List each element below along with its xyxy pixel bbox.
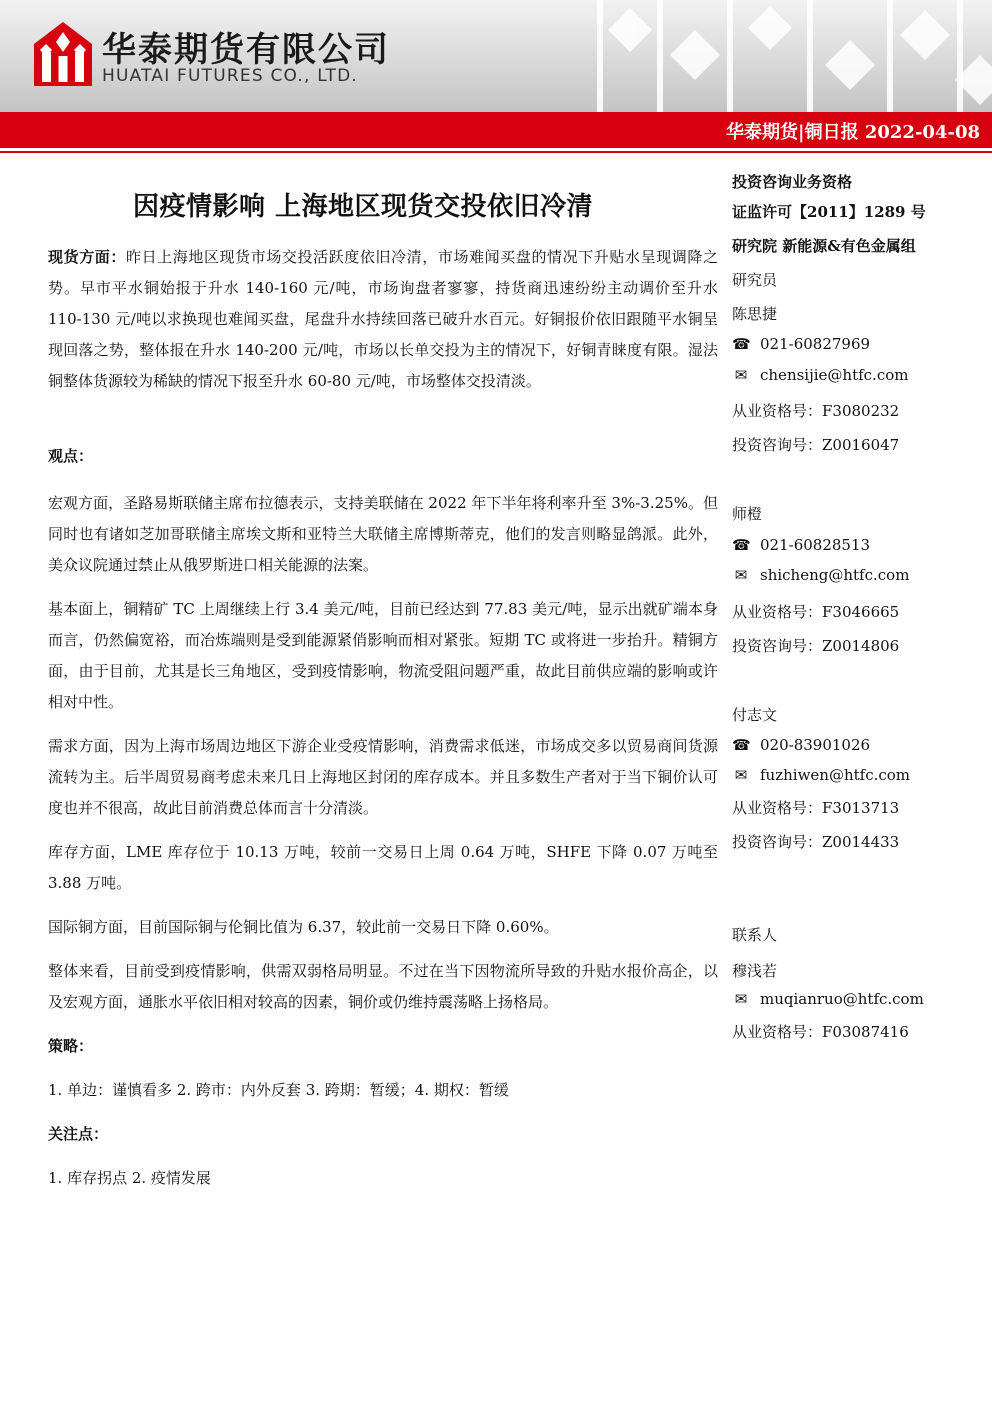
consult-number: 投资咨询号：Z0014806 (732, 637, 900, 655)
researcher-phone: ☎ 021-60827969 (732, 335, 871, 353)
researcher-name: 师橙 (732, 505, 763, 523)
contact-practice-number: 从业资格号：F03087416 (732, 1023, 909, 1041)
view-heading: 观点： (48, 447, 94, 465)
fundamental-paragraph: 基本面上，铜精矿 TC 上周继续上行 3.4 美元/吨，目前已经达到 77.83 美元/吨，显示出就矿端本身而言，仍然偏宽裕，而冶炼端则是受到能源紧俏影响而相对紧张。短期 TC 或将进一步抬升。精铜方面，由于目前，尤其是长三角地区，受到疫情影响，物流受阻问题严重，故此目前供应端的影响或许相对中性。 (48, 600, 718, 711)
inventory-paragraph: 库存方面，LME 库存位于 10.13 万吨，较前一交易日上周 0.64 万吨，SHFE 下降 0.07 万吨至 3.88 万吨。 (48, 843, 718, 892)
spot-paragraph (48, 242, 718, 397)
institute-group: 研究院 新能源&有色金属组 (732, 237, 916, 255)
contact-label: 联系人 (732, 926, 778, 944)
practice-number: 从业资格号：F3046665 (732, 603, 900, 621)
macro-paragraph: 宏观方面，圣路易斯联储主席布拉德表示，支持美联储在 2022 年下半年将利率升至 3%-3.25%。但同时也有诸如芝加哥联储主席埃文斯和亚特兰大联储主席博斯蒂克，他们的发言则略显鸽派。此外，美众议院通过禁止从俄罗斯进口相关能源的法案。 (48, 494, 718, 574)
researcher-email[interactable]: ✉ chensijie@htfc.com (732, 366, 908, 384)
phone-icon: ☎ (732, 335, 751, 353)
header-divider (0, 151, 992, 153)
envelope-icon: ✉ (734, 990, 748, 1008)
report-header (0, 0, 992, 112)
intl-copper-paragraph: 国际铜方面，目前国际铜与伦铜比值为 6.37，较此前一交易日下降 0.60%。 (48, 918, 559, 936)
researcher-name: 付志文 (732, 706, 778, 724)
consult-number: 投资咨询号：Z0016047 (732, 436, 900, 454)
researcher-email[interactable]: ✉ fuzhiwen@htfc.com (732, 766, 910, 784)
phone-icon: ☎ (732, 536, 751, 554)
practice-number: 从业资格号：F3080232 (732, 402, 900, 420)
header-decoration (560, 0, 992, 112)
spot-text: 昨日上海地区现货市场交投活跃度依旧冷清，市场难闻买盘的情况下升贴水呈现调降之势。早市平水铜始报于升水 140-160 元/吨，市场询盘者寥寥，持货商迅速纷纷主动调价至升水 110-130 元/吨以求换现也难闻买盘，尾盘升水持续回落已破升水百元。好铜报价依旧跟随平水铜呈现回落之势，整体报在升水 140-200 元/吨，市场以长单交投为主的情况下，好铜青睐度有限。湿法铜整体货源较为稀缺的情况下报至升水 60-80 元/吨，市场整体交投清淡。 (48, 248, 718, 390)
researcher-email[interactable]: ✉ shicheng@htfc.com (732, 566, 909, 584)
phone-icon: ☎ (732, 736, 751, 754)
focus-heading: 关注点： (48, 1125, 109, 1143)
practice-number: 从业资格号：F3013713 (732, 799, 900, 817)
license-number: 证监许可【2011】1289 号 (732, 203, 926, 221)
company-name-cn: 华泰期货有限公司 (102, 30, 390, 70)
consult-number: 投资咨询号：Z0014433 (732, 833, 900, 851)
summary-paragraph: 整体来看，目前受到疫情影响，供需双弱格局明显。不过在当下因物流所导致的升贴水报价高企，以及宏观方面，通胀水平依旧相对较高的因素，铜价或仍维持震荡略上扬格局。 (48, 962, 718, 1011)
contact-name: 穆浅若 (732, 962, 778, 980)
report-body (48, 242, 718, 1194)
envelope-icon: ✉ (734, 766, 748, 784)
report-tag: 华泰期货|铜日报 2022-04-08 (726, 122, 980, 143)
researcher-phone: ☎ 021-60828513 (732, 536, 871, 554)
envelope-icon: ✉ (734, 366, 748, 384)
strategy-text: 1. 单边：谨慎看多 2. 跨市：内外反套 3. 跨期：暂缓；4. 期权：暂缓 (48, 1081, 509, 1099)
huatai-logo-icon (34, 22, 92, 86)
qualification: 投资咨询业务资格 (732, 173, 853, 191)
demand-paragraph: 需求方面，因为上海市场周边地区下游企业受疫情影响，消费需求低迷，市场成交多以贸易商间货源流转为主。后半周贸易商考虑未来几日上海地区封闭的库存成本。并且多数生产者对于当下铜价认可度也并不很高，故此目前消费总体而言十分清淡。 (48, 737, 718, 817)
researcher-label: 研究员 (732, 271, 778, 289)
spot-label: 现货方面： (48, 248, 126, 266)
envelope-icon: ✉ (734, 566, 748, 584)
researcher-name: 陈思捷 (732, 305, 778, 323)
focus-text: 1. 库存拐点 2. 疫情发展 (48, 1169, 211, 1187)
company-name-en: HUATAI FUTURES CO., LTD. (102, 66, 359, 86)
researcher-phone: ☎ 020-83901026 (732, 736, 871, 754)
contact-email[interactable]: ✉ muqianruo@htfc.com (732, 990, 924, 1008)
report-title: 因疫情影响 上海地区现货交投依旧冷清 (132, 192, 594, 222)
strategy-heading: 策略： (48, 1037, 94, 1055)
